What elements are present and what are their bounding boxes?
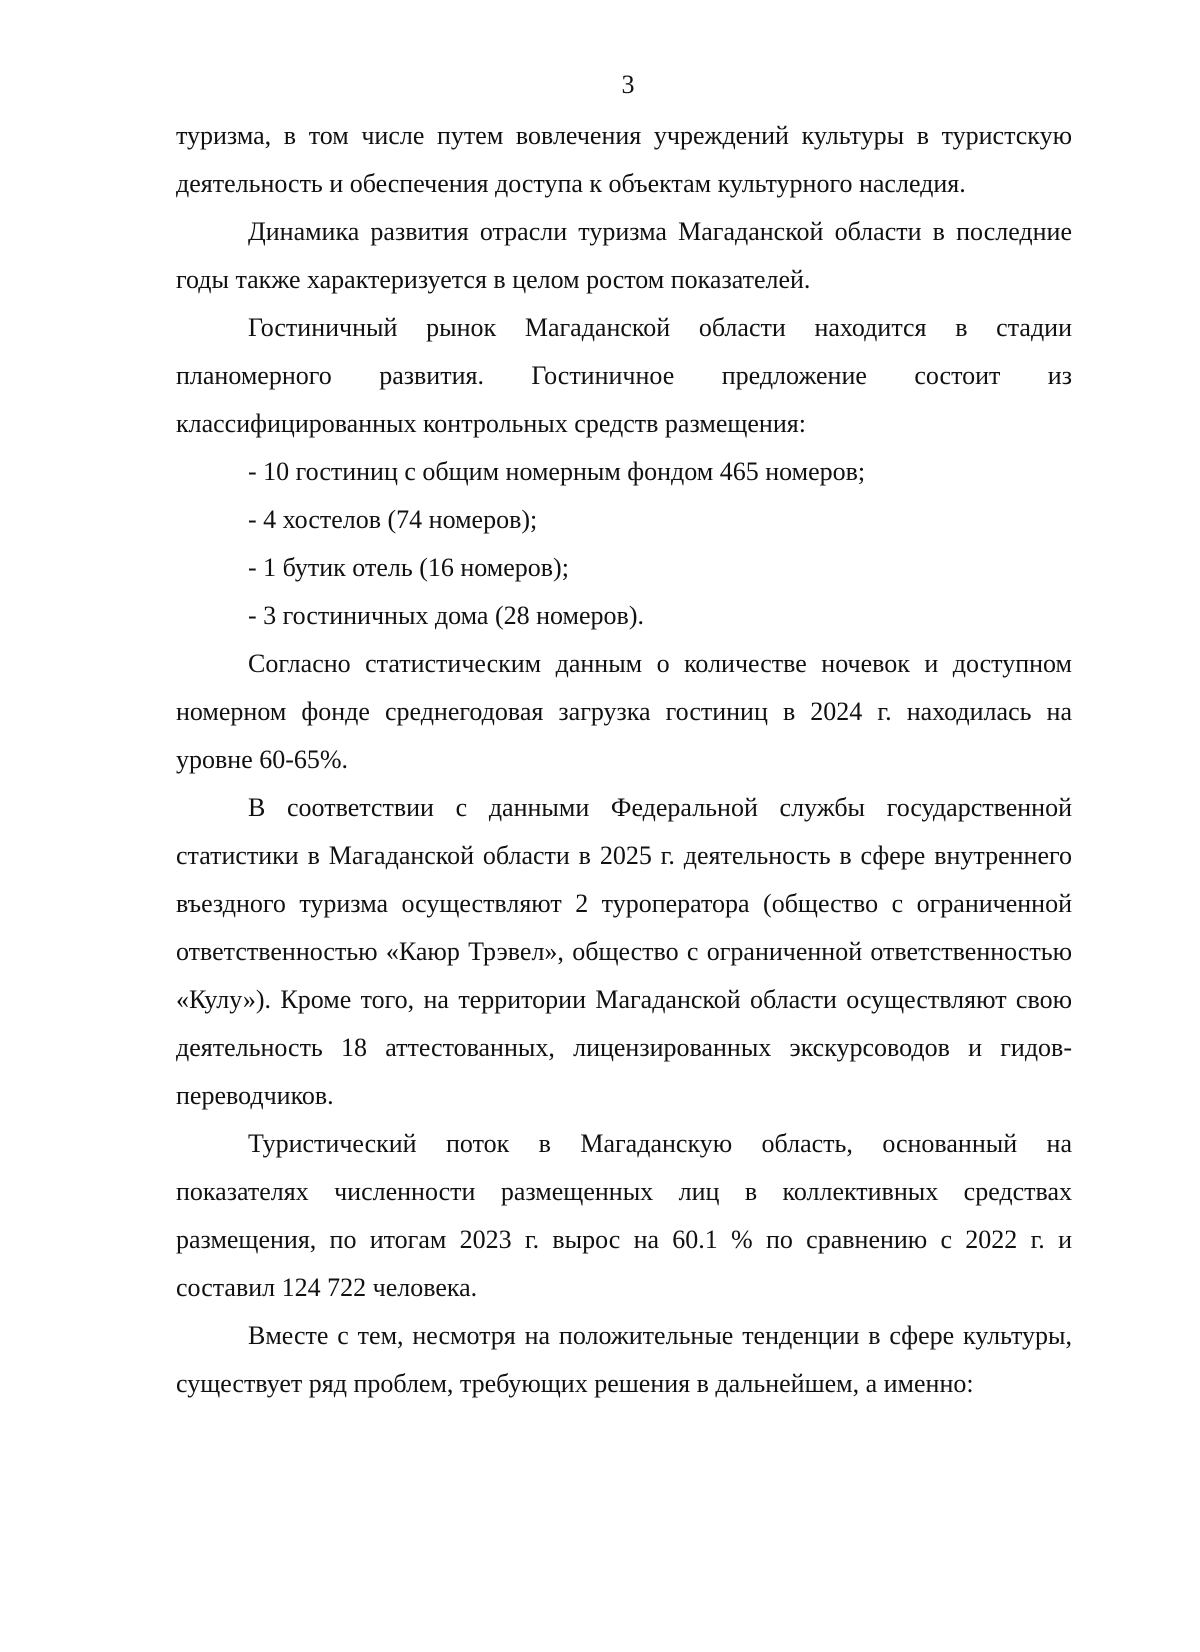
list-item-hotels: - 10 гостиниц с общим номерным фондом 465 номеров; (248, 457, 866, 486)
paragraph-hotel-market: Гостиничный рынок Магаданской области находится в стадии планомерного развития. Гостиничное предложение состоит из классифицированных контрольных средств размещения: (176, 313, 1072, 438)
page-number: 3 (621, 70, 635, 99)
paragraph-tourist-flow: Туристический поток в Магаданскую область, основанный на показателях численности размещенных лиц в коллективных средствах размещения, по итогам 2023 г. вырос на 60.1 % по сравнению с 2022 г. и составил 124 722 человека. (176, 1129, 1072, 1302)
list-item-hostels: - 4 хостелов (74 номеров); (248, 505, 538, 534)
paragraph-tourism-culture: туризма, в том числе путем вовлечения учреждений культуры в туристскую деятельность и обеспечения доступа к объектам культурного наследия. (176, 121, 1072, 198)
paragraph-tourism-dynamics: Динамика развития отрасли туризма Магаданской области в последние годы также характеризуется в целом ростом показателей. (176, 217, 1072, 294)
document-body (176, 112, 1072, 1408)
list-item-guest-houses: - 3 гостиничных дома (28 номеров). (248, 601, 644, 630)
paragraph-occupancy: Согласно статистическим данным о количестве ночевок и доступном номерном фонде среднегодовая загрузка гостиниц в 2024 г. находилась на уровне 60-65%. (176, 649, 1072, 774)
paragraph-problems: Вместе с тем, несмотря на положительные тенденции в сфере культуры, существует ряд проблем, требующих решения в дальнейшем, а именно: (176, 1321, 1072, 1398)
list-item-boutique-hotel: - 1 бутик отель (16 номеров); (248, 553, 569, 582)
paragraph-tour-operators: В соответствии с данными Федеральной службы государственной статистики в Магаданской области в 2025 г. деятельность в сфере внутреннего въездного туризма осуществляют 2 туроператора (общество с ограниченной ответственностью «Каюр Трэвел», общество с ограниченной ответственностью «Кулу»). Кроме того, на территории Магаданской области осуществляют свою деятельность 18 аттестованных, лицензированных экскурсоводов и гидов-переводчиков. (176, 793, 1072, 1110)
